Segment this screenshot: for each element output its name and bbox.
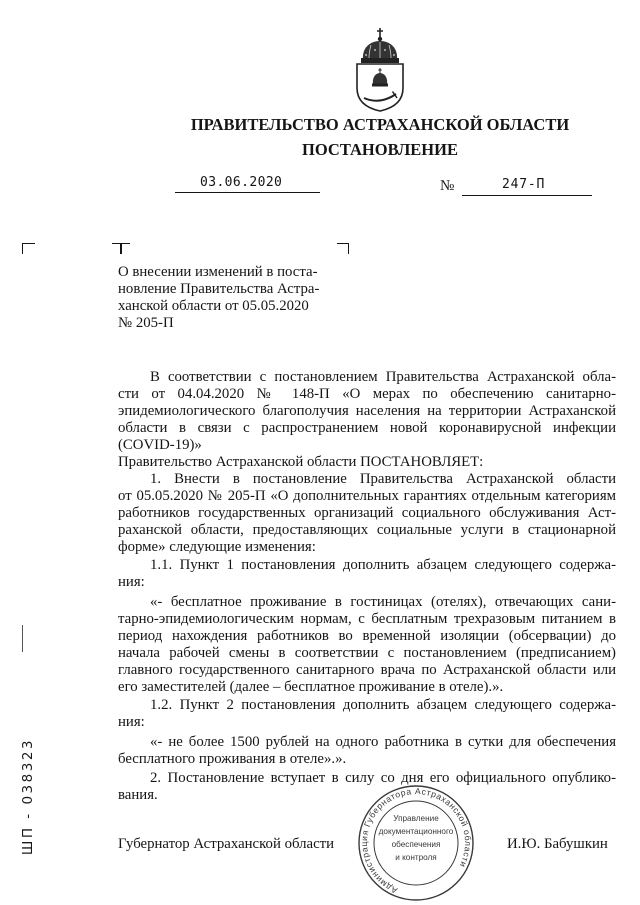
resolution-line: Правительство Астраханской области ПОСТАНОВЛЯЕТ: xyxy=(118,454,484,470)
date-underline xyxy=(175,192,320,193)
stamp-center-line: Управление xyxy=(393,814,439,823)
corner-mark xyxy=(112,243,121,254)
preamble-line: В соответствии с постановлением Правительства Астраханской обла- xyxy=(150,369,616,385)
coat-of-arms-icon xyxy=(350,28,410,112)
item-1-2-text-line: «- не более 1500 рублей на одного работника в сутки для обеспечения xyxy=(150,734,616,750)
item-1-1-text-line: главного государственного санитарного врача по Астраханской области или xyxy=(118,662,616,678)
item-1-2-line: 1.2. Пункт 2 постановления дополнить абзацем следующего содержа- xyxy=(150,697,616,713)
item-2-line: 2. Постановление вступает в силу со дня его официального опублико- xyxy=(150,770,616,786)
item-1-line: 1. Внести в постановление Правительства Астраханской области xyxy=(150,471,616,487)
item-1-1-text-line: тарно-эпидемиологическим нормам, с бесплатным трехразовым питанием в xyxy=(118,611,616,627)
stamp-center-line: документационного xyxy=(378,827,454,836)
corner-mark xyxy=(121,243,130,254)
preamble-line: сти от 04.04.2020 № 148-П «О мерах по обеспечению санитарно- xyxy=(118,386,616,402)
signature-position: Губернатор Астраханской области xyxy=(118,836,335,852)
item-1-1-text-line: его заместителей (далее – бесплатное проживание в отеле).». xyxy=(118,679,504,695)
item-1-line: раханской области, предоставляющих социальные услуги в стационарной xyxy=(118,522,616,538)
number-underline xyxy=(462,195,592,196)
item-1-2-text-line: бесплатного проживания в отеле».». xyxy=(118,751,347,767)
item-1-1-text-line: начала рабочей смены в соответствии с постановлением (предписанием) xyxy=(118,645,616,661)
stamp-center-line: и контроля xyxy=(395,853,437,862)
subject-title-line: новление Правительства Астра- xyxy=(118,281,320,297)
stamp-center-line: обеспечения xyxy=(391,840,441,849)
item-1-2-line: ния: xyxy=(118,714,145,730)
organization-title: ПРАВИТЕЛЬСТВО АСТРАХАНСКОЙ ОБЛАСТИ xyxy=(190,115,570,134)
margin-line xyxy=(22,625,23,652)
subject-title-line: О внесении изменений в поста- xyxy=(118,264,318,280)
number-sign: № xyxy=(440,178,455,194)
subject-title-line: № 205-П xyxy=(118,315,174,331)
item-1-line: работников государственных организаций социального обслуживания Аст- xyxy=(118,505,616,521)
item-1-1-text-line: период нахождения работников во временной изоляции (обсервации) до xyxy=(118,628,616,644)
document-type-title: ПОСТАНОВЛЕНИЕ xyxy=(302,140,458,159)
item-1-line: от 05.05.2020 № 205-П «О дополнительных гарантиях отдельным категориям xyxy=(118,488,616,504)
preamble-line: эпидемиологического благополучия населения на территории Астраханской xyxy=(118,403,616,419)
preamble-line: (COVID-19)» xyxy=(118,437,202,453)
official-stamp xyxy=(356,783,476,903)
item-1-1-line: ния: xyxy=(118,574,145,590)
preamble-line: области в связи с распространением новой коронавирусной инфекции xyxy=(118,420,616,436)
item-1-1-text-line: «- бесплатное проживание в гостиницах (отелях), отвечающих сани- xyxy=(150,594,616,610)
margin-serial-number: ШП - 038323 xyxy=(20,738,36,856)
subject-title-line: ханской области от 05.05.2020 xyxy=(118,298,309,314)
item-1-line: форме» следующие изменения: xyxy=(118,539,316,555)
item-2-line: вания. xyxy=(118,787,158,803)
corner-mark xyxy=(22,243,35,254)
document-number: 247-П xyxy=(502,177,546,192)
signature-name: И.Ю. Бабушкин xyxy=(507,836,608,852)
item-1-1-line: 1.1. Пункт 1 постановления дополнить абзацем следующего содержа- xyxy=(150,557,616,573)
document-date: 03.06.2020 xyxy=(200,175,283,190)
corner-mark xyxy=(337,243,349,254)
stamp-ring-textpath: Администрация Губернатора Астраханской области xyxy=(358,785,474,896)
